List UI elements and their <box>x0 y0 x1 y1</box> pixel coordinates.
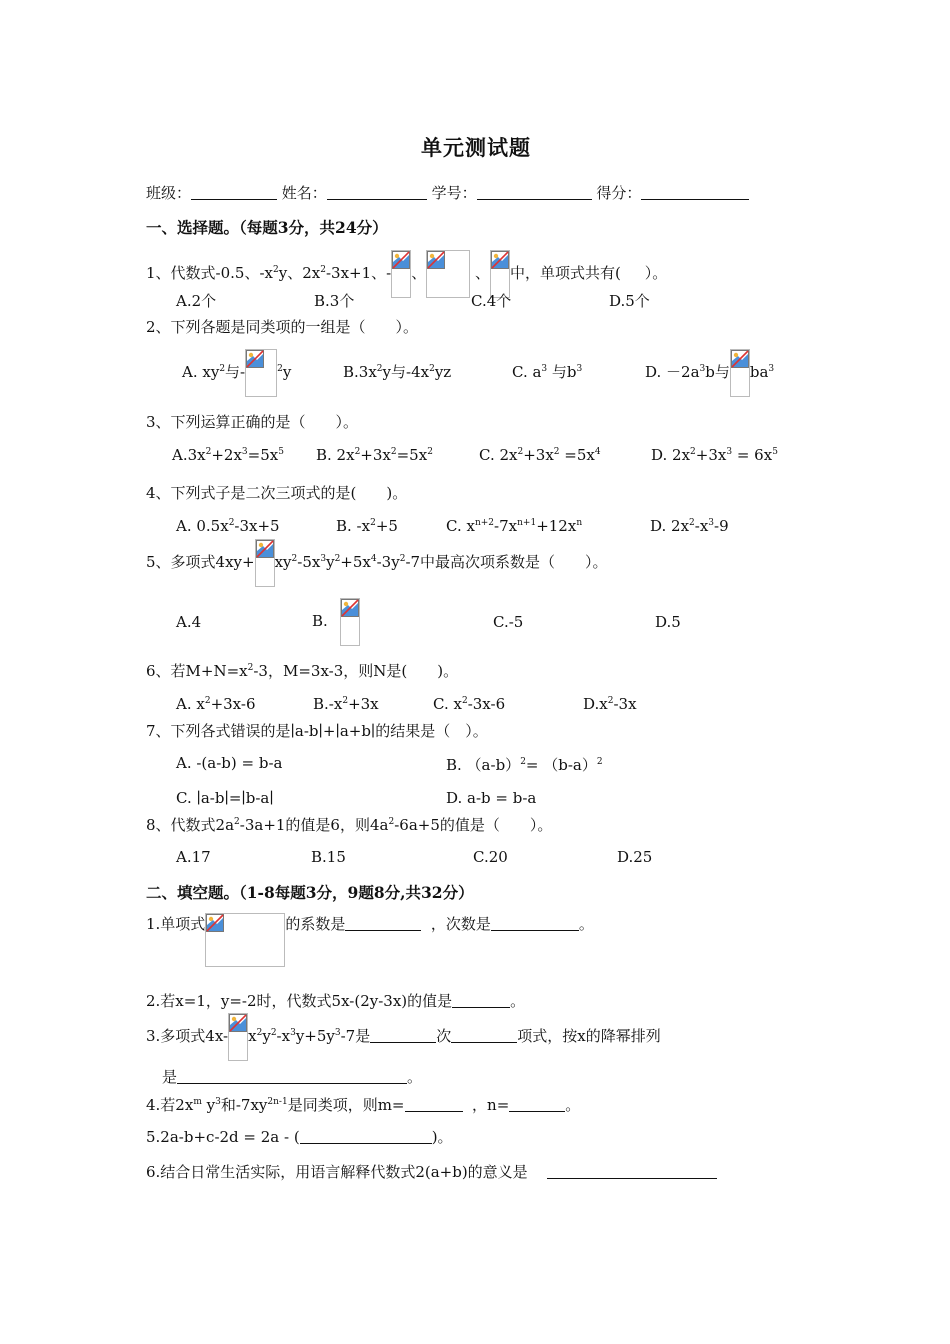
info-line <box>146 182 749 203</box>
q2-option-b[interactable]: $B.3x^2y$与$-4x^2yz$ <box>343 363 452 381</box>
fill-6-blank[interactable] <box>547 1164 717 1179</box>
fill-6: 6.结合日常生活实际，用语言解释代数式2(a+b)的意义是 <box>146 1161 717 1182</box>
id-field[interactable] <box>477 185 592 200</box>
fill-5: 5.2a-b+c-2d = 2a - ( )。 <box>146 1128 453 1146</box>
q1-option-c[interactable]: C.4个 <box>471 292 512 310</box>
q1-option-b[interactable]: B.3个 <box>314 292 355 310</box>
question-3: 3、下列运算正确的是（ ）。 <box>146 413 359 431</box>
q6-option-c[interactable]: C. $x^2-3x-6$ <box>433 695 506 713</box>
page-title: 单元测试题 <box>421 135 531 160</box>
q1-option-a[interactable]: A.2个 <box>176 292 217 310</box>
section-choice: 一、选择题。（每题3分，共24分） <box>146 218 388 237</box>
q7-option-d[interactable]: D. a-b = b-a <box>446 789 537 807</box>
q6-option-b[interactable]: $B.-x^2+3x$ <box>313 695 379 713</box>
q2-option-c[interactable]: C. $a^3$ 与$b^3$ <box>512 363 583 381</box>
image-placeholder-icon <box>245 349 277 397</box>
fill-3-blank-terms[interactable] <box>451 1028 517 1043</box>
score-field[interactable] <box>641 185 749 200</box>
fill-4: 4.若$2x^m$ $y^3$和$-7xy^{2n-1}$是同类项，则m= ，n= 。 <box>146 1096 581 1114</box>
q8-option-c[interactable]: C.20 <box>473 848 508 866</box>
image-placeholder-icon <box>391 250 411 298</box>
q7-option-a[interactable]: A. -(a-b) = b-a <box>176 754 283 772</box>
fill-3-blank-degree[interactable] <box>370 1028 436 1043</box>
q7-option-c[interactable]: C. ∣a-b∣=∣b-a∣ <box>176 789 274 807</box>
q4-option-a[interactable]: A. $0.5x^2-3x+5$ <box>176 517 280 535</box>
question-5: 5、多项式4xy+ $xy^2-5x^3y^2+5x^4-3y^2-7$中最高次项系数是（ ）。 <box>146 538 608 587</box>
q7-option-b[interactable]: B. $(a-b)^2= (b-a)^2$ <box>446 756 603 774</box>
q3-option-d[interactable]: D. $2x^2+3x^3 = 6x^5$ <box>651 446 778 464</box>
fill-4-blank-m[interactable] <box>405 1097 463 1112</box>
q4-option-c[interactable]: C. $x^{n+2}-7x^{n+1}+12x^n$ <box>446 517 583 535</box>
fill-2-blank[interactable] <box>452 993 510 1008</box>
fill-1: 1.单项式 的系数是 ，次数是 。 <box>146 913 594 967</box>
fill-4-blank-n[interactable] <box>509 1097 565 1112</box>
question-6: 6、若$M+N=x^2-3$，M=3x-3，则N是( )。 <box>146 662 459 680</box>
section-fill: 二、填空题。（1-8每题3分，9题8分,共32分） <box>146 883 474 902</box>
question-4: 4、下列式子是二次三项式的是( )。 <box>146 484 408 502</box>
image-placeholder-icon <box>730 349 750 397</box>
image-placeholder-icon <box>340 598 360 646</box>
question-1: 1、代数式-0.5、$-x^2y$、$2x^2-3x+1$、- 、 、 中，单项式共有( ）。 <box>146 250 667 298</box>
q6-option-d[interactable]: $D.x^2-3x$ <box>583 695 637 713</box>
name-field[interactable] <box>327 185 427 200</box>
image-placeholder-icon <box>228 1013 248 1061</box>
q2-option-d[interactable]: D. $-2a^3b$与 $ba^3$ <box>645 348 774 397</box>
fill-1-blank-coefficient[interactable] <box>345 916 421 931</box>
q4-option-b[interactable]: B. $-x^2+5$ <box>336 517 398 535</box>
fill-3-cont: 是 。 <box>162 1068 423 1086</box>
question-7: 7、下列各式错误的是∣a-b∣+∣a+b∣的结果是（ ）。 <box>146 722 488 740</box>
image-placeholder-icon <box>255 539 275 587</box>
score-label: 得分： <box>596 184 642 202</box>
class-field[interactable] <box>191 185 277 200</box>
q5-option-c[interactable]: C.-5 <box>493 613 524 631</box>
question-2: 2、下列各题是同类项的一组是（ ）。 <box>146 318 419 336</box>
q6-option-a[interactable]: A. $x^2+3x-6$ <box>176 695 256 713</box>
fill-2: 2.若x=1，y=-2时，代数式5x-(2y-3x)的值是 。 <box>146 992 526 1010</box>
q8-option-b[interactable]: B.15 <box>311 848 346 866</box>
image-placeholder-icon <box>426 250 470 298</box>
fill-5-blank[interactable] <box>300 1129 432 1144</box>
fill-3: 3.多项式4x- $x^2y^2-x^3y+5y^3-7$是 次 项式，按x的降幂排列 <box>146 1013 661 1061</box>
q2-option-a[interactable]: A. $xy^2$与- $^2$y <box>182 348 291 397</box>
fill-1-blank-degree[interactable] <box>491 916 579 931</box>
q3-option-a[interactable]: $A.3x^2+2x^3=5x^5$ <box>172 446 284 464</box>
image-placeholder-icon <box>205 913 285 967</box>
q8-option-d[interactable]: D.25 <box>617 848 653 866</box>
class-label: 班级： <box>146 184 192 202</box>
q5-option-b[interactable]: B. <box>312 597 360 646</box>
q1-option-d[interactable]: D.5个 <box>609 292 650 310</box>
id-label: 学号： <box>431 184 477 202</box>
fill-3-blank-order[interactable] <box>177 1069 407 1084</box>
q5-option-d[interactable]: D.5 <box>655 613 681 631</box>
q3-option-c[interactable]: C. $2x^2+3x^2 =5x^4$ <box>479 446 601 464</box>
q8-option-a[interactable]: A.17 <box>176 848 211 866</box>
q5-option-a[interactable]: A.4 <box>176 613 202 631</box>
q4-option-d[interactable]: D. $2x^2-x^3-9$ <box>650 517 729 535</box>
q3-option-b[interactable]: B. $2x^2+3x^2=5x^2$ <box>316 446 433 464</box>
question-8: 8、代数式$2a^2-3a+1$的值是6，则$4a^2-6a+5$的值是（ ）。 <box>146 816 553 834</box>
name-label: 姓名： <box>281 184 327 202</box>
